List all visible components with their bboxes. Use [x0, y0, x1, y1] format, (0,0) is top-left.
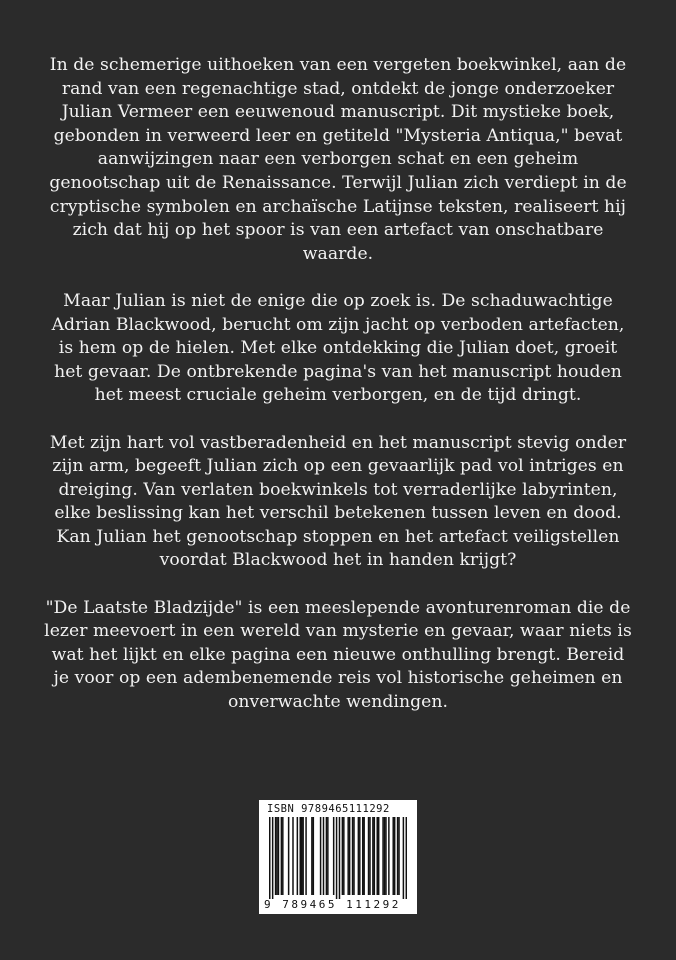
- barcode-bar: [333, 817, 335, 895]
- barcode-bar: [397, 817, 399, 895]
- barcode-guard-bar: [269, 817, 271, 899]
- blurb-paragraph-1: In de schemerige uithoeken van een vergeten boekwinkel, aan de rand van een regenachtige stad, ontdekt de jonge onderzoeker Julian Vermeer een eeuwenoud manuscript. Dit mystieke boek, gebonden in verweerd leer en getiteld "Mysteria Antiqua," bevat aanwijzingen naar een verborgen schat en een geheim genootschap uit de Renaissance. Terwijl Julian zich verdiept in de cryptische symbolen en archaïsche Latijnse teksten, realiseert hij zich dat hij op het spoor is van een artefact van onschatbare waarde.: [49, 55, 627, 264]
- barcode-guard-bar: [339, 817, 341, 899]
- blurb-paragraph-2: Maar Julian is niet de enige die op zoek is. De schaduwachtige Adrian Blackwood, berucht om zijn jacht op verboden artefacten, is hem op de hielen. Met elke ontdekking die Julian doet, groeit het gevaar. De ontbrekende pagina's van het manuscript houden het meest cruciale geheim verborgen, en de tijd dringt.: [51, 290, 625, 406]
- isbn-label: ISBN 9789465111292: [267, 803, 390, 815]
- barcode-guard-bar: [406, 817, 407, 899]
- barcode-bar: [349, 817, 351, 895]
- barcode-bar: [326, 817, 328, 895]
- barcode-bar: [342, 817, 344, 895]
- barcode-bar: [327, 817, 329, 895]
- barcode-bar: [353, 817, 355, 895]
- barcode-bar: [382, 817, 384, 895]
- ean-digits: 9 789465 111292: [264, 898, 401, 911]
- barcode-bar: [347, 817, 349, 895]
- barcode-guard-bar: [336, 817, 338, 899]
- barcode-bar: [394, 817, 396, 895]
- barcode-bar: [297, 817, 299, 895]
- barcode-bar: [374, 817, 376, 895]
- barcode-bar: [384, 817, 386, 895]
- barcode-bar: [388, 817, 390, 895]
- blurb-paragraph-3: Met zijn hart vol vastberadenheid en het manuscript stevig onder zijn arm, begeeft Julian zich op een gevaarlijk pad vol intriges en dreiging. Van verlaten boekwinkels tot verraderlijke labyrinten, elke beslissing kan het verschil betekenen tussen leven en dood. Kan Julian het genootschap stoppen en het artefact veiligstellen voordat Blackwood het in handen krijgt?: [49, 432, 627, 571]
- barcode-bar: [368, 817, 370, 895]
- barcode-guard-bar: [272, 817, 274, 899]
- barcode-bar: [282, 817, 284, 895]
- blurb-paragraph-4: "De Laatste Bladzijde" is een meeslepende avonturenroman die de lezer meevoert in een wereld van mysterie en gevaar, waar niets is wat het lijkt en elke pagina een nieuwe onthulling brengt. Bereid je voor op een adembenemende reis vol historische geheimen en onverwachte wendingen.: [44, 597, 632, 713]
- barcode-bar: [311, 817, 313, 895]
- barcode-bar: [358, 817, 360, 895]
- barcode-bar: [281, 817, 283, 895]
- barcode-bar: [369, 817, 371, 895]
- barcode-bar: [359, 817, 361, 895]
- barcode-bar: [302, 817, 304, 895]
- barcode-bar: [305, 817, 307, 895]
- barcode-bar: [320, 817, 322, 895]
- barcode-bars: [269, 817, 407, 899]
- barcode-bar: [323, 817, 325, 895]
- back-cover-blurb: [44, 54, 632, 738]
- barcode-bar: [343, 817, 345, 895]
- barcode-bar: [362, 817, 364, 895]
- barcode-bar: [288, 817, 290, 895]
- barcode-guard-bar: [403, 817, 405, 899]
- barcode-bar: [276, 817, 278, 895]
- barcode-bar: [372, 817, 374, 895]
- barcode-bar: [352, 817, 354, 895]
- barcode-bar: [313, 817, 315, 895]
- barcode-bar: [292, 817, 294, 895]
- barcode-bar: [301, 817, 303, 895]
- barcode-bar: [378, 817, 380, 895]
- barcode-bar: [376, 817, 378, 895]
- barcode-bar: [278, 817, 280, 895]
- barcode-bar: [385, 817, 387, 895]
- barcode-bar: [363, 817, 365, 895]
- barcode-bar: [275, 817, 277, 895]
- barcode-bar: [392, 817, 394, 895]
- barcode-bar: [398, 817, 400, 895]
- isbn-barcode: [259, 800, 417, 914]
- barcode-bar: [300, 817, 302, 895]
